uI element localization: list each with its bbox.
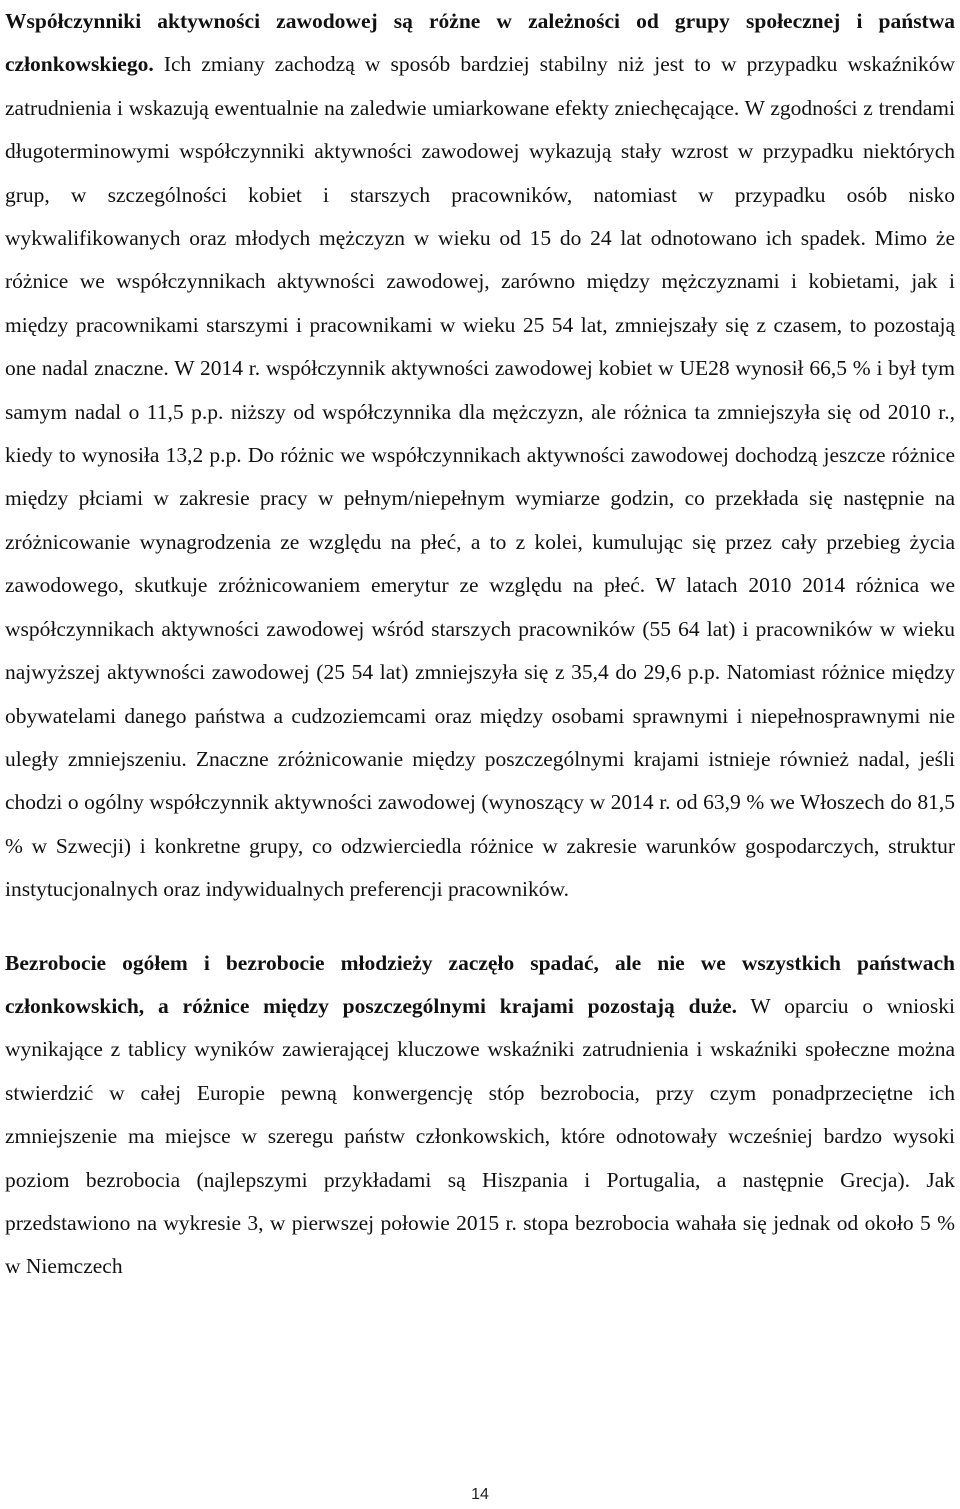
document-page — [5, 0, 955, 1289]
paragraph-lead-bold: Bezrobocie ogółem i bezrobocie młodzieży zaczęło spadać, ale nie we wszystkich państwach członkowskich, a różnice między poszczególnymi krajami pozostają duże. — [5, 950, 955, 1018]
paragraph-unemployment — [5, 942, 955, 1289]
paragraph-labour-activity — [5, 0, 955, 912]
paragraph-body: W oparciu o wnioski wynikające z tablicy wyników zawierającej kluczowe wskaźniki zatrudnienia i wskaźniki społeczne można stwierdzić w całej Europie pewną konwergencję stóp bezrobocia, przy czym ponadprzeciętne ich zmniejszenie ma miejsce w szeregu państw członkowskich, które odnotowały wcześniej bardzo wysoki poziom bezrobocia (najlepszymi przykładami są Hiszpania i Portugalia, a następnie Grecja). Jak przedstawiono na wykresie 3, w pierwszej połowie 2015 r. stopa bezrobocia wahała się jednak od około 5 % w Niemczech — [5, 993, 955, 1279]
paragraph-body: Ich zmiany zachodzą w sposób bardziej stabilny niż jest to w przypadku wskaźników zatrudnienia i wskazują ewentualnie na zaledwie umiarkowane efekty zniechęcające. W zgodności z trendami długoterminowymi współczynniki aktywności zawodowej wykazują stały wzrost w przypadku niektórych grup, w szczególności kobiet i starszych pracowników, natomiast w przypadku osób nisko wykwalifikowanych oraz młodych mężczyzn w wieku od 15 do 24 lat odnotowano ich spadek. Mimo że różnice we współczynnikach aktywności zawodowej, zarówno między mężczyznami i kobietami, jak i między pracownikami starszymi i pracownikami w wieku 25 54 lat, zmniejszały się z czasem, to pozostają one nadal znaczne. W 2014 r. współczynnik aktywności zawodowej kobiet w UE28 wynosił 66,5 % i był tym samym nadal o 11,5 p.p. niższy od współczynnika dla mężczyzn, ale różnica ta zmniejszyła się od 2010 r., kiedy to wynosiła 13,2 p.p. Do różnic we współczynnikach aktywności zawodowej dochodzą jeszcze różnice między płciami w zakresie pracy w pełnym/niepełnym wymiarze godzin, co przekłada się następnie na zróżnicowanie wynagrodzenia ze względu na płeć, a to z kolei, kumulując się przez cały przebieg życia zawodowego, skutkuje zróżnicowaniem emerytur ze względu na płeć. W latach 2010 2014 różnica we współczynnikach aktywności zawodowej wśród starszych pracowników (55 64 lat) i pracowników w wieku najwyższej aktywności zawodowej (25 54 lat) zmniejszyła się z 35,4 do 29,6 p.p. Natomiast różnice między obywatelami danego państwa a cudzoziemcami oraz między osobami sprawnymi i niepełnosprawnymi nie uległy zmniejszeniu. Znaczne zróżnicowanie między poszczególnymi krajami istnieje również nadal, jeśli chodzi o ogólny współczynnik aktywności zawodowej (wynoszący w 2014 r. od 63,9 % we Włoszech do 81,5 % w Szwecji) i konkretne grupy, co odzwierciedla różnice w zakresie warunków gospodarczych, struktur instytucjonalnych oraz indywidualnych preferencji pracowników. — [5, 52, 955, 902]
page-number: 14 — [471, 1486, 489, 1503]
paragraph-spacer — [5, 912, 955, 942]
paragraph-lead-bold: Współczynniki aktywności zawodowej są różne w zależności od grupy społecznej i państwa członkowskiego. — [5, 9, 955, 77]
